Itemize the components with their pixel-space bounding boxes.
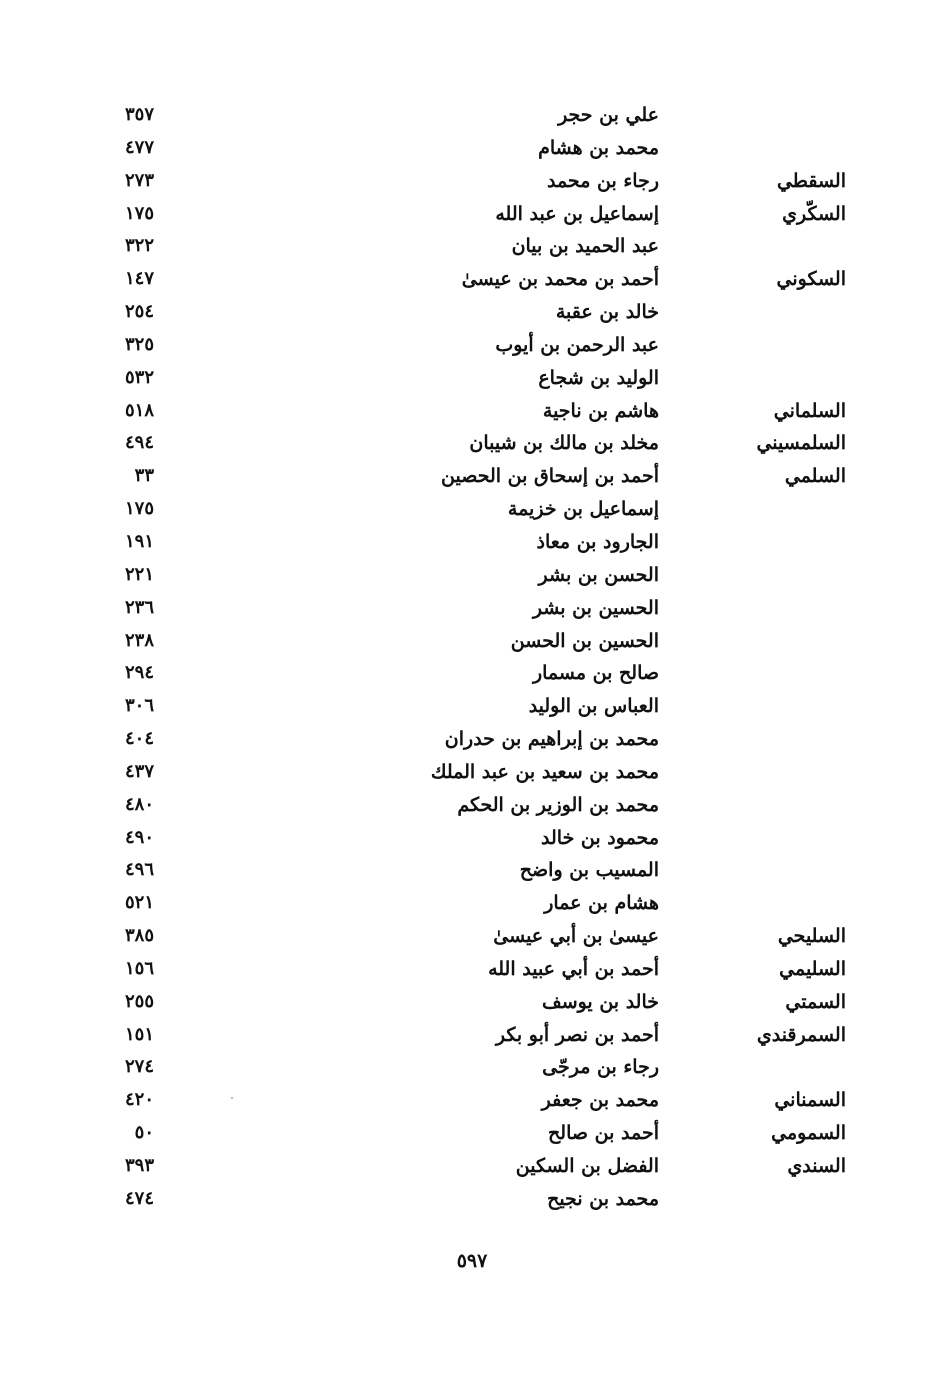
index-entry [0, 198, 944, 231]
entry-name: رجاء بن محمد [546, 169, 659, 192]
entry-name: الحسين بن بشر [532, 596, 659, 619]
entry-page-ref: ٣٩٣ [124, 1155, 154, 1176]
entry-name: إسماعيل بن خزيمة [507, 498, 659, 521]
scan-speck [231, 1097, 233, 1099]
entry-page-ref: ٤٩٦ [124, 859, 154, 881]
entry-page-ref: ٣٣ [134, 465, 154, 487]
entry-name: أحمد بن صالح [548, 1122, 659, 1145]
entry-name: عيسىٰ بن أبي عيسىٰ [493, 925, 659, 948]
entry-nisba: السقطي [776, 169, 846, 192]
index-entry [0, 526, 944, 559]
index-entry [0, 296, 944, 329]
index-entry [0, 887, 944, 920]
entry-page-ref: ٥٣٢ [124, 366, 154, 388]
entry-page-ref: ٥٢١ [124, 892, 154, 914]
entry-name: عبد الرحمن بن أيوب [495, 333, 659, 356]
index-entry [0, 789, 944, 822]
entry-name: محمد بن نجيح [547, 1187, 659, 1210]
entry-page-ref: ٢٥٥ [124, 990, 154, 1012]
entry-nisba: السمناني [774, 1089, 846, 1112]
entry-name: محمد بن إبراهيم بن حدران [444, 728, 659, 751]
entry-name: عبد الحميد بن بيان [511, 235, 659, 258]
entry-name: المسيب بن واضح [519, 859, 659, 882]
entry-name: محمد بن الوزير بن الحكم [457, 793, 659, 816]
entry-page-ref: ٣٢٢ [124, 235, 154, 257]
index-entry [0, 854, 944, 887]
index-entry [0, 1183, 944, 1216]
index-entry [0, 1084, 944, 1117]
entry-page-ref: ١٥٦ [124, 957, 154, 979]
entry-name: علي بن حجر [558, 104, 659, 126]
entry-name: إسماعيل بن عبد الله [495, 202, 659, 225]
entry-nisba: السمتي [785, 990, 846, 1013]
entry-name: العباس بن الوليد [528, 695, 659, 718]
entry-name: محمود بن خالد [541, 826, 659, 849]
entry-page-ref: ٢٥٤ [124, 301, 154, 323]
index-entry [0, 756, 944, 789]
entry-page-ref: ٤٢٠ [124, 1089, 154, 1111]
index-entry [0, 822, 944, 855]
entry-page-ref: ٢٣٨ [124, 629, 154, 651]
entry-page-ref: ٢٣٦ [124, 596, 154, 618]
entry-nisba: السليمي [779, 957, 846, 980]
entry-name: رجاء بن مرجّى [542, 1056, 659, 1079]
page-number: ٥٩٧ [456, 1250, 488, 1272]
entry-page-ref: ٣٨٥ [124, 925, 154, 947]
entry-name: هشام بن عمار [544, 892, 659, 915]
index-entry [0, 99, 944, 132]
index-entry [0, 1150, 944, 1183]
entry-name: مخلد بن مالك بن شيبان [469, 432, 659, 455]
entry-name: أحمد بن أبي عبيد الله [488, 957, 659, 980]
entry-name: صالح بن مسمار [532, 662, 659, 685]
index-entry [0, 1117, 944, 1150]
index-entry [0, 230, 944, 263]
index-entry [0, 329, 944, 362]
index-entry [0, 625, 944, 658]
index-entry [0, 559, 944, 592]
entry-page-ref: ٢٩٤ [124, 662, 154, 684]
entry-page-ref: ٥٠ [134, 1122, 154, 1144]
entry-name: أحمد بن نصر أبو بكر [495, 1023, 659, 1046]
index-entry [0, 395, 944, 428]
index-entry [0, 592, 944, 625]
entry-page-ref: ٤٩٤ [124, 432, 154, 454]
entry-page-ref: ٤٧٧ [124, 136, 154, 158]
entry-page-ref: ١٥١ [124, 1023, 154, 1045]
entry-name: محمد بن هشام [538, 136, 659, 159]
index-entry [0, 165, 944, 198]
index-list [0, 99, 944, 1216]
index-entry [0, 953, 944, 986]
entry-page-ref: ١٧٥ [124, 202, 154, 224]
entry-name: محمد بن سعيد بن عبد الملك [430, 760, 659, 783]
entry-name: محمد بن جعفر [541, 1089, 659, 1112]
index-entry [0, 723, 944, 756]
entry-page-ref: ٤٧٤ [124, 1187, 154, 1209]
entry-page-ref: ٤٠٤ [124, 728, 154, 750]
index-entry [0, 1051, 944, 1084]
entry-nisba: السلمي [784, 465, 846, 488]
index-entry [0, 1019, 944, 1052]
index-entry [0, 132, 944, 165]
entry-page-ref: ٣٥٧ [124, 104, 154, 125]
entry-page-ref: ٣٢٥ [124, 333, 154, 355]
entry-name: خالد بن يوسف [542, 990, 659, 1013]
entry-page-ref: ٤٨٠ [124, 793, 154, 815]
entry-page-ref: ٢٧٤ [124, 1056, 154, 1078]
entry-nisba: السلمسيني [756, 432, 846, 455]
index-entry [0, 263, 944, 296]
index-entry [0, 690, 944, 723]
index-entry [0, 427, 944, 460]
entry-nisba: السكّري [782, 202, 846, 225]
entry-name: الوليد بن شجاع [538, 366, 659, 389]
entry-nisba: السليحي [777, 925, 846, 948]
entry-name: الفضل بن السكين [515, 1155, 659, 1177]
entry-page-ref: ١٩١ [124, 530, 154, 552]
entry-page-ref: ٢٧٣ [124, 169, 154, 191]
entry-page-ref: ١٧٥ [124, 498, 154, 520]
entry-name: الجارود بن معاذ [536, 530, 659, 553]
index-entry [0, 460, 944, 493]
entry-nisba: السلماني [773, 399, 846, 422]
entry-page-ref: ٥١٨ [124, 399, 154, 421]
index-entry [0, 920, 944, 953]
index-entry [0, 657, 944, 690]
entry-nisba: السندي [787, 1155, 846, 1177]
entry-nisba: السكوني [776, 268, 846, 291]
entry-page-ref: ٤٩٠ [124, 826, 154, 848]
index-entry [0, 362, 944, 395]
entry-name: الحسين بن الحسن [510, 629, 659, 652]
entry-page-ref: ٢٢١ [124, 563, 154, 585]
entry-nisba: السمومي [771, 1122, 846, 1145]
index-entry [0, 986, 944, 1019]
entry-name: الحسن بن بشر [538, 563, 659, 586]
entry-name: خالد بن عقبة [555, 301, 659, 324]
entry-nisba: السمرقندي [756, 1023, 846, 1046]
entry-name: هاشم بن ناجية [542, 399, 659, 422]
entry-name: أحمد بن محمد بن عيسىٰ [461, 268, 659, 291]
entry-name: أحمد بن إسحاق بن الحصين [441, 465, 659, 488]
entry-page-ref: ١٤٧ [124, 268, 154, 290]
entry-page-ref: ٤٣٧ [124, 760, 154, 782]
entry-page-ref: ٣٠٦ [124, 695, 154, 717]
index-entry [0, 493, 944, 526]
